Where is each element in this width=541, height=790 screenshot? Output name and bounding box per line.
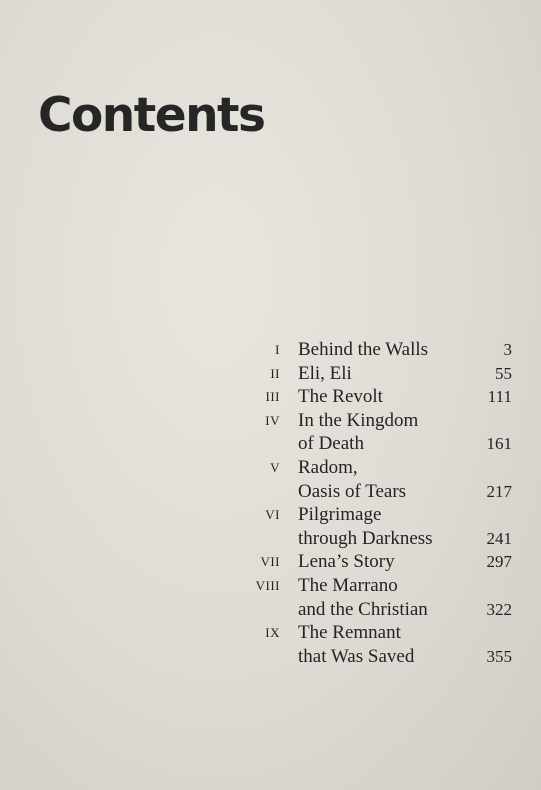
page-number: 3 (503, 340, 512, 359)
chapter-title: Pilgrimage (298, 504, 382, 526)
page-title: Contents (38, 88, 265, 143)
toc-entry-1 (240, 338, 512, 362)
chapter-numeral: III (265, 389, 280, 405)
chapter-numeral: VI (265, 507, 280, 523)
page-number: 55 (495, 363, 512, 383)
toc-entry-8 (240, 574, 512, 598)
page-number: 322 (486, 599, 512, 619)
toc-entry-5-continued (240, 480, 512, 504)
chapter-title: Behind the Walls (298, 339, 429, 360)
toc-entry-3 (240, 385, 512, 409)
chapter-numeral: IX (265, 625, 280, 641)
chapter-title: In the Kingdom (298, 409, 419, 431)
chapter-title-continued: of Death (298, 433, 364, 455)
toc-entry-6-continued (240, 527, 512, 551)
toc-entry-9-continued (240, 645, 512, 669)
toc-entry-2 (240, 362, 512, 386)
chapter-numeral: VIII (255, 577, 280, 593)
toc-entry-9 (240, 621, 512, 645)
toc-entry-4 (240, 409, 512, 433)
page-number: 241 (486, 528, 512, 548)
toc-entry-5 (240, 456, 512, 480)
chapter-numeral: IV (265, 412, 280, 428)
chapter-title: Eli, Eli (298, 362, 352, 384)
page-number: 111 (487, 387, 512, 407)
chapter-title-continued: Oasis of Tears (298, 480, 407, 502)
page-number: 161 (486, 434, 512, 454)
chapter-numeral: I (275, 342, 280, 357)
chapter-numeral: V (270, 459, 280, 475)
page-number: 217 (486, 481, 512, 501)
toc-entry-4-continued (240, 432, 512, 456)
toc-entry-8-continued (240, 598, 512, 622)
chapter-title-continued: that Was Saved (298, 645, 415, 667)
chapter-title-continued: and the Christian (298, 598, 428, 620)
chapter-title: Radom, (298, 456, 358, 478)
table-of-contents (240, 338, 512, 668)
chapter-title: The Revolt (298, 386, 383, 408)
chapter-title: The Marrano (298, 574, 398, 596)
chapter-numeral: VII (260, 554, 280, 570)
toc-entry-6 (240, 503, 512, 527)
page-number: 355 (486, 646, 512, 666)
chapter-title: Lena’s Story (298, 551, 395, 573)
page-number: 297 (486, 552, 512, 572)
chapter-title: The Remnant (298, 622, 401, 644)
chapter-title-continued: through Darkness (298, 527, 433, 549)
chapter-numeral: II (270, 365, 280, 381)
toc-entry-7 (240, 550, 512, 574)
